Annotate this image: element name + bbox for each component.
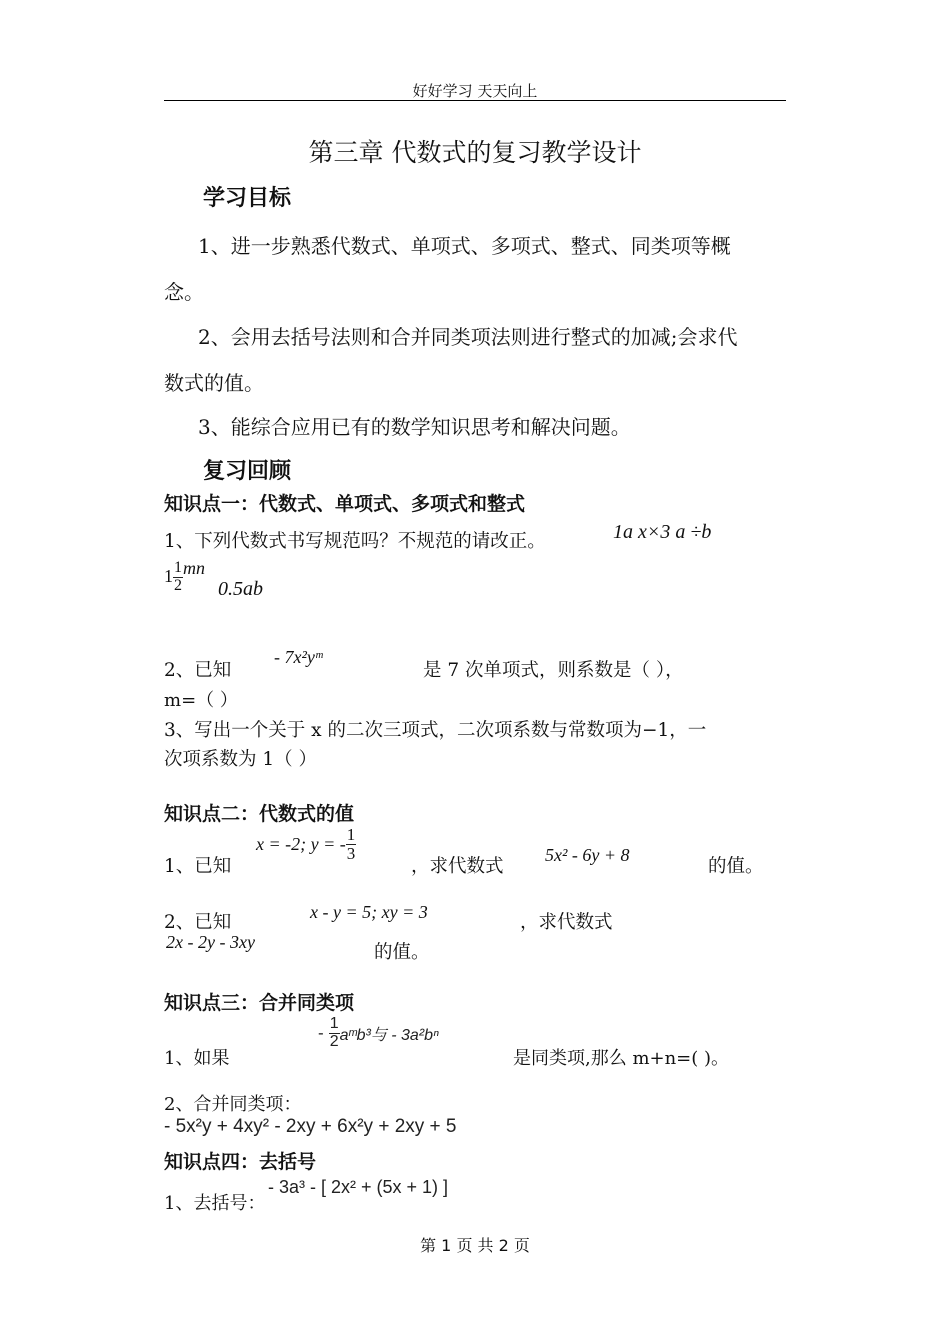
kp1-q1-expr2-den: 2 bbox=[174, 576, 182, 594]
kp3-q1-expr bbox=[318, 1016, 439, 1051]
kp2-q2-expr: 2x - 2y - 3xy bbox=[166, 932, 255, 952]
objective-3: 3、能综合应用已有的数学知识思考和解决问题。 bbox=[198, 415, 631, 439]
kp1-q1-expr2 bbox=[164, 558, 205, 594]
kp1-q1-expr3: 0.5ab bbox=[218, 578, 263, 600]
kp1-heading: 知识点一：代数式、单项式、多项式和整式 bbox=[164, 493, 526, 515]
kp2-q2-suffix: 的值。 bbox=[374, 942, 430, 963]
kp3-q1-expr-terms: aᵐb³与 - 3a²bⁿ bbox=[339, 1026, 439, 1044]
objective-2-line2: 数式的值。 bbox=[164, 371, 264, 395]
page-footer: 第 1 页 共 2 页 bbox=[420, 1236, 530, 1255]
kp4-q1-prefix: 1、去括号： bbox=[164, 1193, 266, 1214]
kp2-q2-prefix: 2、已知 bbox=[164, 912, 232, 933]
objectives-heading: 学习目标 bbox=[203, 186, 292, 211]
kp3-q1-prefix: 1、如果 bbox=[164, 1048, 230, 1069]
kp1-q1-expr1: 1a x×3 a ÷b bbox=[613, 521, 712, 543]
kp2-heading: 知识点二：代数式的值 bbox=[164, 803, 355, 825]
kp2-q1-cond-text: x = -2; y = - bbox=[256, 833, 346, 854]
kp2-q1-prefix: 1、已知 bbox=[164, 856, 232, 877]
kp3-q1-frac-den: 2 bbox=[329, 1032, 339, 1050]
kp1-q2-suffix: 是 7 次单项式，则系数是（ ）， bbox=[423, 660, 684, 681]
kp1-q2-line2: m=（ ） bbox=[164, 690, 238, 711]
kp1-q1-expr2-num: 1 bbox=[174, 558, 182, 576]
kp2-q1-suffix: 的值。 bbox=[708, 856, 764, 877]
kp2-q1-cond bbox=[256, 826, 356, 863]
kp2-q1-frac-num: 1 bbox=[346, 825, 356, 844]
kp3-q2-expr: - 5x²y + 4xy² - 2xy + 6x²y + 2xy + 5 bbox=[164, 1116, 457, 1137]
objective-2-line1: 2、会用去括号法则和合并同类项法则进行整式的加减;会求代 bbox=[198, 325, 738, 349]
kp3-heading: 知识点三：合并同类项 bbox=[164, 992, 355, 1014]
kp2-q2-mid: ，求代数式 bbox=[520, 912, 613, 933]
objective-1-line2: 念。 bbox=[164, 280, 204, 304]
document-title: 第三章 代数式的复习教学设计 bbox=[308, 138, 642, 167]
header-divider bbox=[164, 100, 786, 101]
page-header: 好好学习 天天向上 bbox=[412, 82, 538, 100]
objective-1-line1: 1、进一步熟悉代数式、单项式、多项式、整式、同类项等概 bbox=[198, 234, 731, 258]
kp1-q3-line2: 次项系数为 1（ ） bbox=[164, 749, 318, 770]
kp2-q1-frac-den: 3 bbox=[346, 843, 356, 863]
kp1-q1-expr2-var: mn bbox=[183, 558, 205, 578]
kp4-heading: 知识点四：去括号 bbox=[164, 1151, 317, 1173]
review-heading: 复习回顾 bbox=[203, 459, 292, 484]
kp4-q1-expr: - 3a³ - [ 2x² + (5x + 1) ] bbox=[268, 1177, 449, 1197]
kp1-q2-expr: - 7x²yᵐ bbox=[274, 647, 323, 667]
kp2-q1-mid: ，求代数式 bbox=[411, 856, 504, 877]
kp1-q1-expr2-whole: 1 bbox=[164, 566, 173, 586]
kp2-q2-cond: x - y = 5; xy = 3 bbox=[310, 902, 428, 922]
kp1-q3-line1: 3、写出一个关于 x 的二次三项式，二次项系数与常数项为−1，一 bbox=[164, 720, 707, 741]
kp1-q1: 1、下列代数式书写规范吗？不规范的请改正。 bbox=[164, 531, 546, 552]
kp1-q2-prefix: 2、已知 bbox=[164, 660, 232, 681]
kp2-q1-expr: 5x² - 6y + 8 bbox=[545, 845, 630, 865]
kp3-q1-expr-minus: - bbox=[318, 1023, 324, 1043]
kp3-q2: 2、合并同类项： bbox=[164, 1094, 302, 1115]
kp3-q1-suffix: 是同类项,那么 m+n=( )。 bbox=[513, 1048, 730, 1069]
kp3-q1-frac-num: 1 bbox=[329, 1015, 339, 1032]
